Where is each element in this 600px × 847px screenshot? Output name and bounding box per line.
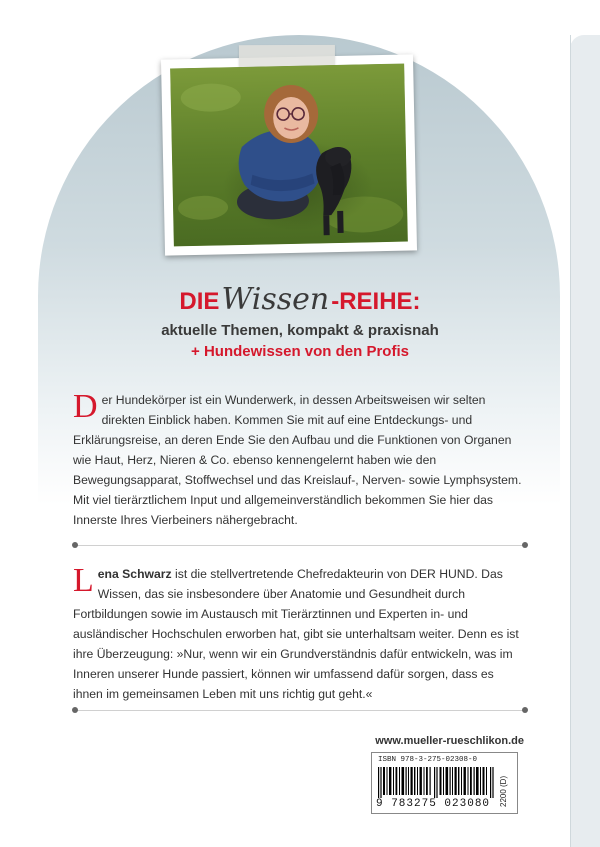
- headline-prefix: DIE: [179, 288, 220, 315]
- author-text: ist die stellvertretende Chefredakteurin von DER HUND. Das Wissen, das sie insbesondere über Anatomie und Gesundheit durch Fortbildungen sowie im Austausch mit Tierärztinnen und Experten in- und ausländischer Hochschulen erworben hat, gibt sie unterhaltsam weiter. Denn es ist ihre Überzeugung: »Nur, wenn wir ein Grundverständnis dafür entwickeln, was im Inneren unserer Hunde passiert, können wir umfassend dafür sorgen, dass es ihnen im gemeinsamen Leben mit uns richtig gut geht.«: [73, 567, 519, 701]
- author-name: ena Schwarz: [97, 567, 172, 581]
- subtitle-line-1: aktuelle Themen, kompakt & praxisnah: [161, 322, 439, 339]
- publisher-website[interactable]: www.mueller-rueschlikon.de: [375, 735, 524, 747]
- description-paragraph: [73, 390, 525, 530]
- dropcap-l: L: [73, 562, 94, 599]
- dropcap-d: D: [73, 388, 98, 425]
- barcode-bars: [378, 767, 496, 798]
- book-spine: [570, 35, 600, 847]
- author-photo-frame: [161, 54, 417, 255]
- divider-dot-left: [72, 542, 78, 548]
- divider-2: [75, 710, 525, 711]
- series-headline: [0, 282, 600, 317]
- divider-dot-left: [72, 707, 78, 713]
- isbn-barcode: [371, 752, 518, 814]
- author-photo: [170, 64, 408, 247]
- barcode-number: 9 783275 023080: [376, 798, 491, 810]
- headline-script-word: Wissen: [221, 282, 330, 317]
- divider-dot-right: [522, 542, 528, 548]
- tape-strip: [239, 45, 335, 67]
- price-code: 2200 (D): [499, 775, 508, 807]
- headline-suffix: -REIHE:: [331, 288, 421, 315]
- divider-1: [75, 545, 525, 546]
- isbn-text: ISBN 978-3-275-02308-0: [378, 756, 478, 764]
- author-paragraph: [73, 564, 525, 704]
- description-text: er Hundekörper ist ein Wunderwerk, in dessen Arbeitsweisen wir selten direkten Einblick haben. Kommen Sie mit auf eine Entdeckungs- und Erklärungsreise, an deren Ende Sie den Aufbau und die Funktionen von Organen wie Haut, Herz, Nieren & Co. ebenso kennengelernt haben wie den Bewegungsapparat, Stoffwechsel und das Kreislauf-, Nerven- sowie Lymphsystem. Mit viel tierärztlichem Input und allgemeinverständlich bekommen Sie hier das Innerste Ihres Vierbeiners nähergebracht.: [73, 393, 522, 527]
- subtitle-line-2: + Hundewissen von den Profis: [191, 343, 409, 360]
- divider-dot-right: [522, 707, 528, 713]
